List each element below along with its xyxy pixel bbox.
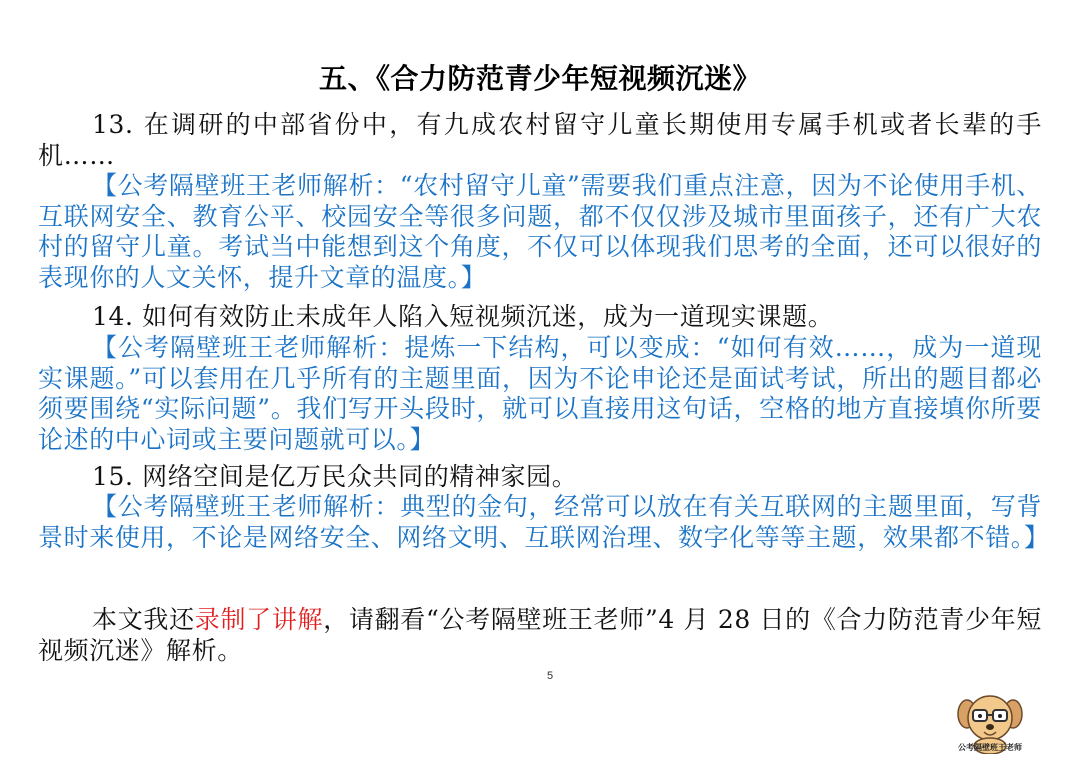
quote-13: 13. 在调研的中部省份中，有九成农村留守儿童长期使用专属手机或者长辈的手机…… xyxy=(38,110,1042,170)
analysis-14: 【公考隔壁班王老师解析：提炼一下结构，可以变成：“如何有效……，成为一道现实课题。”可以套用在几乎所有的主题里面，因为不论申论还是面试考试，所出的题目都必须要围绕“实际问题”。我们写开头段时，就可以直接用这句话，空格的地方直接填你所要论述的中心词或主要问题就可以。】 xyxy=(38,333,1042,454)
page-number: 5 xyxy=(546,670,554,682)
closing-paragraph xyxy=(38,605,1042,666)
analysis-15: 【公考隔壁班王老师解析：典型的金句，经常可以放在有关互联网的主题里面，写背景时来使用，不论是网络安全、网络文明、互联网治理、数字化等等主题，效果都不错。】 xyxy=(38,492,1050,552)
analysis-13: 【公考隔壁班王老师解析：“农村留守儿童”需要我们重点注意，因为不论使用手机、互联网安全、教育公平、校园安全等很多问题，都不仅仅涉及城市里面孩子，还有广大农村的留守儿童。考试当中能想到这个角度，不仅可以体现我们思考的全面，还可以很好的表现你的人文关怀，提升文章的温度。】 xyxy=(38,171,1042,292)
closing-prefix: 本文我还 xyxy=(92,605,195,634)
logo-caption: 公考隔壁班王老师 xyxy=(958,743,1022,752)
quote-14: 14. 如何有效防止未成年人陷入短视频沉迷，成为一道现实课题。 xyxy=(92,302,834,331)
quote-15: 15. 网络空间是亿万民众共同的精神家园。 xyxy=(92,462,578,491)
closing-highlight: 录制了讲解 xyxy=(194,605,324,634)
closing-suffix: ，请翻看“公考隔壁班王老师”4 月 28 日的《合力防范青少年短视频沉迷》解析。 xyxy=(38,605,1042,665)
section-title: 五、《合力防范青少年短视频沉迷》 xyxy=(318,62,761,95)
